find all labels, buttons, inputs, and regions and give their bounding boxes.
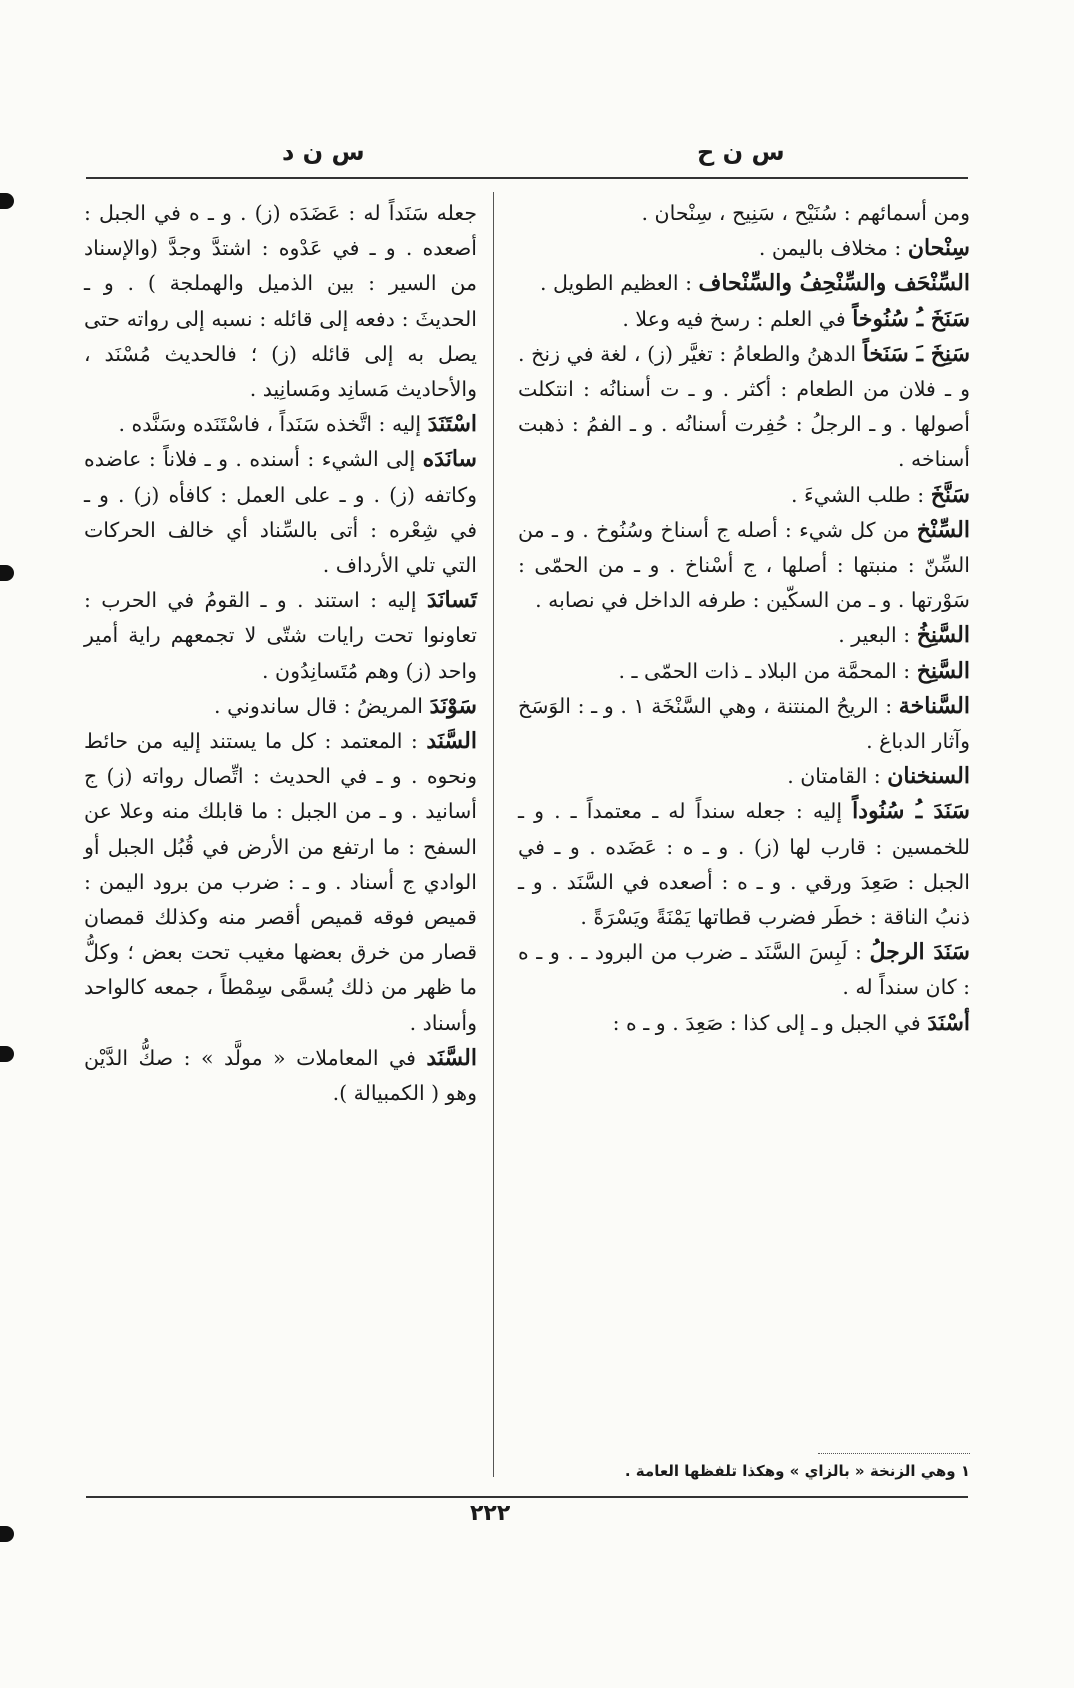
headword: سَنَخَ ـُ سُنُوخاً bbox=[852, 305, 970, 332]
headword: سَنِخَ ـَ سَنَخاً bbox=[862, 340, 970, 367]
dictionary-entry bbox=[518, 302, 970, 337]
headword: سَنَّخَ bbox=[930, 481, 970, 508]
dictionary-entry bbox=[518, 618, 970, 653]
dictionary-entry bbox=[518, 689, 970, 759]
headword: السَّنَد bbox=[426, 728, 477, 755]
footnote: ١ وهي الزنخة « بالزاي » وهكذا تلفظها العامة . bbox=[624, 1462, 970, 1480]
dictionary-entry bbox=[518, 794, 970, 935]
entry-body: جعله سَنَداً له : عَضَدَه (ز) . و ـ ه في الجبل : أصعده . و ـ في عَدْوه : اشتدَّ وجدَّ (والإسناد من السير : بين الذميل والهملجة ) . و ـ الحديثَ : دفعه إلى قائله : نسبه إلى رواته حتى يصل به إلى قائله (ز) ؛ فالحديث مُسْنَد ، والأحاديث مَسانِد ومَسانِيد . bbox=[84, 201, 477, 402]
top-rule bbox=[86, 177, 968, 179]
dictionary-entry bbox=[84, 724, 477, 1041]
entry-body: : البعير . bbox=[838, 623, 911, 648]
entry-body: : طلب الشيءَ . bbox=[791, 482, 925, 507]
headword: سَوْنَدَ bbox=[429, 692, 477, 719]
dictionary-entry bbox=[518, 231, 970, 266]
entry-body: : القامتان . bbox=[787, 764, 881, 789]
column-divider bbox=[493, 192, 494, 1477]
dictionary-entry bbox=[518, 478, 970, 513]
entry-body: : لَبِسَ السَّنَد ـ ضرب من البرود ـ . و ـ ه : كان سنداً له . bbox=[518, 940, 970, 1000]
bottom-rule bbox=[86, 1496, 968, 1498]
headword: السِّنْحَف والسِّنْحِفُ والسِّنْحاف bbox=[698, 270, 970, 297]
entry-body: : الريحُ المنتنة ، وهي السَّنْخَة ١ . و ـ : الوَسَخ وآثار الدباغ . bbox=[518, 693, 970, 754]
entry-body: في العلم : رسخ فيه وعلا . bbox=[622, 306, 846, 331]
right-column bbox=[518, 196, 970, 1041]
entry-body: إليه : اتَّخذه سَنَداً ، فاسْتَنَده وسَنَّده . bbox=[118, 412, 422, 437]
dictionary-entry bbox=[84, 196, 477, 407]
headword: أسْنَدَ bbox=[927, 1009, 970, 1036]
headword: السِّنْخ bbox=[916, 516, 970, 543]
headword: السَّناخة bbox=[898, 692, 970, 719]
margin-mark bbox=[0, 1046, 14, 1062]
dictionary-entry bbox=[84, 442, 477, 583]
headword: سِنْحان bbox=[907, 235, 970, 262]
entry-body: في الجبل و ـ إلى كذا : صَعِدَ . و ـ ه : bbox=[612, 1010, 921, 1035]
entry-body: ومن أسمائهم : سُنَيْح ، سَنِيح ، سِنْحان . bbox=[641, 201, 970, 225]
dictionary-entry bbox=[518, 654, 970, 689]
margin-mark bbox=[0, 193, 14, 209]
headword: السَّنِخ bbox=[916, 657, 970, 684]
page-number: ٢٢٢ bbox=[470, 1501, 511, 1526]
dictionary-entry bbox=[518, 196, 970, 231]
running-header-left: س ن د bbox=[282, 138, 365, 166]
margin-mark bbox=[0, 1526, 14, 1542]
entry-body: إليه : جعله سنداً له ـ معتمداً ـ . و ـ للخمسين : قارب لها (ز) . و ـ ه : عَضَده . و ـ في الجبل : صَعِدَ ورقي . و ـ ه : أصعده في السَّنَد . و ـ ذنبُ الناقة : خطَر فضرب قطاتها يَمْنَةً ويَسْرَةً . bbox=[518, 799, 970, 930]
headword: سَنَدَ الرجلُ bbox=[869, 939, 970, 966]
dictionary-entry bbox=[84, 583, 477, 689]
headword: السَّنَد bbox=[426, 1044, 477, 1071]
dictionary-entry bbox=[84, 407, 477, 442]
entry-body: في المعاملات « مولَّد » : صكُّ الدَّيْن وهو ( الكمبيالة ). bbox=[84, 1045, 477, 1106]
margin-mark bbox=[0, 565, 14, 581]
entry-body: : العظيم الطويل . bbox=[539, 271, 692, 296]
running-header-right: س ن ح bbox=[697, 138, 785, 166]
entry-body: من كل شيء : أصله ج أسناخ وسُنُوخ . و ـ من السِّنّ : منبتها : أصلها ، ج أسْناخ . و ـ من الحمّى : سَوْرتها . و ـ من السكّين : طرفه الداخل في نصابه . bbox=[518, 517, 970, 613]
entry-body: إليه : استند . و ـ القومُ في الحرب : تعاونوا تحت رايات شتّى لا تجمعهم راية أمير واحد (ز) وهم مُتَسانِدُون . bbox=[84, 588, 477, 683]
left-column bbox=[84, 196, 477, 1111]
entry-body: الدهنُ والطعامُ : تغيَّر (ز) ، لغة في زنخ . و ـ فلان من الطعام : أكثر . و ـ ت أسنانُه : انتكلت أصولها . و ـ الرجلُ : حُفِرت أسنانُه . و ـ الفمُ : ذهبت أسناخه . bbox=[518, 341, 970, 472]
dictionary-entry bbox=[518, 513, 970, 619]
dictionary-entry bbox=[518, 935, 970, 1005]
entry-body: المريضُ : قال ساندوني . bbox=[214, 693, 423, 718]
headword: السنخنان bbox=[887, 763, 970, 790]
headword: السَّنِخُ bbox=[916, 622, 970, 649]
dictionary-entry bbox=[518, 1006, 970, 1041]
entry-body: إلى الشيء : أسنده . و ـ فلاناً : عاضده وكاتفه (ز) . و ـ على العمل : كافأه (ز) . و ـ في شِعْره : أتى بالسِّناد أي خالف الحركات التي تلي الأرداف . bbox=[84, 447, 477, 578]
entry-body: : مخلاف باليمن . bbox=[758, 236, 902, 261]
footnote-rule bbox=[818, 1453, 970, 1454]
dictionary-entry bbox=[84, 1041, 477, 1111]
headword: سَنَدَ ـُ سُنُوداً bbox=[852, 798, 970, 825]
dictionary-entry bbox=[84, 689, 477, 724]
dictionary-entry bbox=[518, 759, 970, 794]
headword: سانَدَه bbox=[422, 446, 477, 473]
dictionary-entry bbox=[518, 337, 970, 478]
dictionary-entry bbox=[518, 266, 970, 301]
headword: اسْتَنَدَ bbox=[427, 411, 477, 438]
entry-body: : المحمَّة من البلاد ـ ذات الحمّى ـ . bbox=[618, 658, 911, 683]
entry-body: : المعتمد : كل ما يستند إليه من حائط ونحوه . و ـ في الحديث : اتِّصال رواته (ز) ج أسانيد . و ـ من الجبل : ما قابلك منه وعلا عن السفح : ما ارتفع من الأرض في قُبُل الجبل أو الوادي ج أسناد . و ـ : ضرب من برود اليمن : قميص فوقه قميص أقصر منه وكذلك قمصان قصار من خرق بعضها مغيب تحت بعض ؛ وكلُّ ما ظهر من ذلك يُسمَّى سِمْطاً ، جمعه كالواحد وأسناد . bbox=[84, 729, 477, 1035]
headword: تَسانَدَ bbox=[426, 587, 477, 614]
